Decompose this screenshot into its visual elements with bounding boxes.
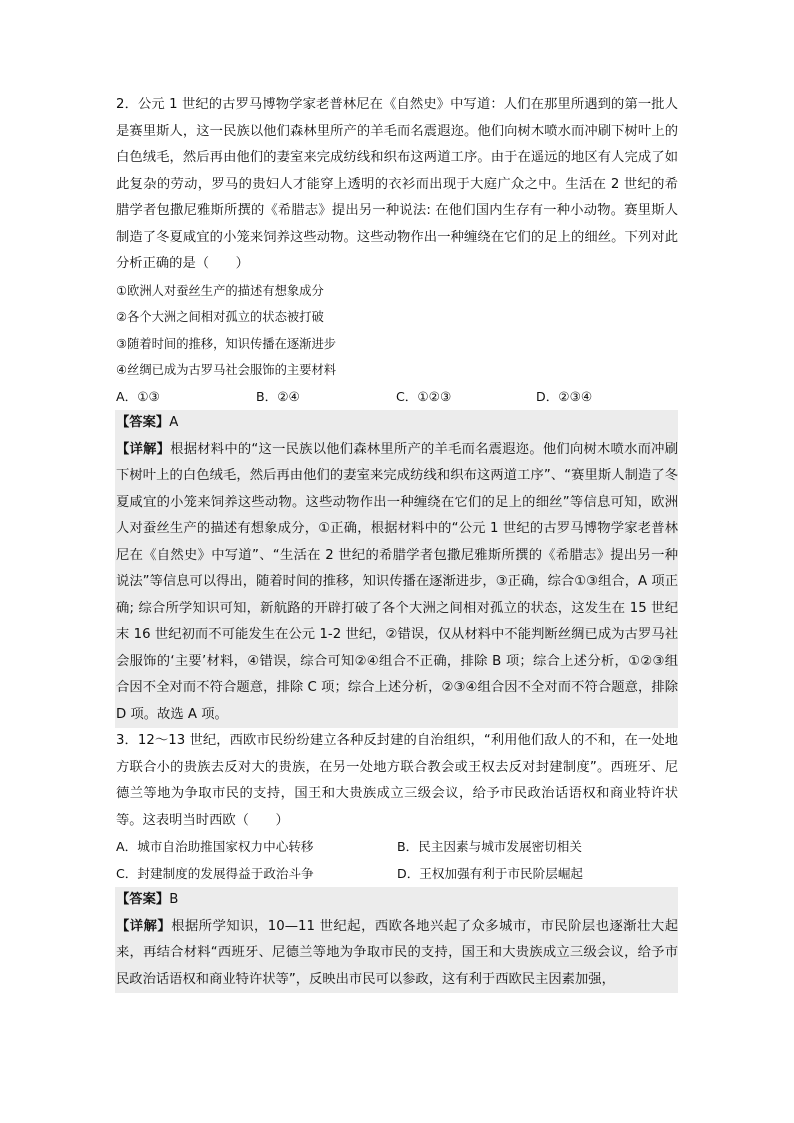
q2-statement-4: ④丝绸已成为古罗马社会服饰的主要材料 bbox=[116, 363, 337, 377]
q3-choice-a: A．城市自治助推国家权力中心转移 bbox=[116, 839, 314, 854]
q3-answer-block bbox=[115, 887, 678, 993]
q2-choice-c: C．①②③ bbox=[396, 388, 452, 404]
question-3-stem: 3．12～13 世纪，西欧市民纷纷建立各种反封建的自治组织，“利用他们敌人的不和，在一处地方联合小的贵族去反对大的贵族，在另一处地方联合教会或王权去反对封建制度”。西班牙、尼德兰等地为争取市民的支持，国王和大贵族成立三级会议，给予市民政治话语权和商业特许状等。这表明当时西欧（ ） bbox=[116, 733, 678, 828]
q3-detail bbox=[116, 914, 678, 994]
q3-choice-d: D．王权加强有利于市民阶层崛起 bbox=[397, 865, 584, 881]
q2-answer bbox=[116, 410, 678, 437]
detail-label: 【详解】 bbox=[116, 918, 172, 934]
detail-text: 根据所学知识，10—11 世纪起，西欧各地兴起了众多城市，市民阶层也逐渐壮大起来，再结合材料“西班牙、尼德兰等地为争取市民的支持，国王和大贵族成立三级会议，给予市民政治话语权和商业特许状等”，反映出市民可以参政，这有利于西欧民主因素加强， bbox=[116, 918, 678, 987]
question-2-stem: 2．公元 1 世纪的古罗马博物学家老普林尼在《自然史》中写道：人们在那里所遇到的第一批人是赛里斯人，这一民族以他们森林里所产的羊毛而名震遐迩。他们向树木喷水而冲刷下树叶上的白色绒毛，然后再由他们的妻室来完成纺线和织布这两道工序。由于在遥远的地区有人完成了如此复杂的劳动，罗马的贵妇人才能穿上透明的衣衫而出现于大庭广众之中。生活在 2 世纪的希腊学者包撒尼雅斯所撰的《希腊志》提出另一种说法: 在他们国内生存有一种小动物。赛里斯人制造了冬夏咸宜的小笼来饲养这些动物。这些动物作出一种缠绕在它们的足上的细丝。下列对此分析正确的是（ ） bbox=[116, 97, 678, 271]
q3-choices bbox=[116, 834, 678, 887]
answer-value: A bbox=[169, 415, 179, 430]
q2-choice-d: D．②③④ bbox=[536, 388, 593, 404]
q2-choice-a: A．①③ bbox=[116, 388, 160, 404]
q2-statement-1: ①欧洲人对蚕丝生产的描述有想象成分 bbox=[116, 283, 324, 298]
q2-statement-2: ②各个大洲之间相对孤立的状态被打破 bbox=[116, 310, 324, 324]
answer-label: 【答案】 bbox=[116, 415, 170, 430]
detail-text: 根据材料中的“这一民族以他们森林里所产的羊毛而名震遐迩。他们向树木喷水而冲刷下树叶上的白色绒毛，然后再由他们的妻室来完成纺线和织布这两道工序”、“赛里斯人制造了冬夏咸宜的小笼来饲养这些动物。这些动物作出一种缠绕在它们的足上的细丝”等信息可知，欧洲人对蚕丝生产的描述有想象成分，①正确，根据材料中的“公元 1 世纪的古罗马博物学家老普林尼在《自然史》中写道”、“生活在 2 世纪的希腊学者包撒尼雅斯所撰的《希腊志》提出另一种说法”等信息可以得出，随着时间的推移，知识传播在逐渐进步，③正确，综合①③组合，A 项正确; 综合所学知识可知，新航路的开辟打破了各个大洲之间相对孤立的状态，这发生在 15 世纪末 16 世纪初而不可能发生在公元 1-2 世纪，②错误，仅从材料中不能判断丝绸已成为古罗马社会服饰的‘主要’材料，④错误，综合可知②④组合不正确，排除 B 项；综合上述分析，①②③组合因不全对而不符合题意，排除 C 项；综合上述分析，②③④组合因不全对而不符合题意，排除 D 项。故选 A 项。 bbox=[116, 441, 679, 722]
q2-answer-block bbox=[115, 410, 678, 728]
detail-label: 【详解】 bbox=[116, 441, 171, 457]
answer-label: 【答案】 bbox=[116, 892, 170, 907]
q3-answer bbox=[116, 887, 678, 914]
q2-statement-3: ③随着时间的推移，知识传播在逐渐进步 bbox=[116, 336, 337, 351]
q2-choice-b: B．②④ bbox=[256, 388, 300, 404]
q2-choices bbox=[116, 384, 678, 411]
answer-value: B bbox=[169, 892, 179, 907]
q3-choice-b: B．民主因素与城市发展密切相关 bbox=[397, 839, 582, 854]
q3-choice-c: C．封建制度的发展得益于政治斗争 bbox=[116, 865, 314, 881]
q2-detail bbox=[116, 437, 678, 729]
document-page bbox=[116, 92, 678, 993]
